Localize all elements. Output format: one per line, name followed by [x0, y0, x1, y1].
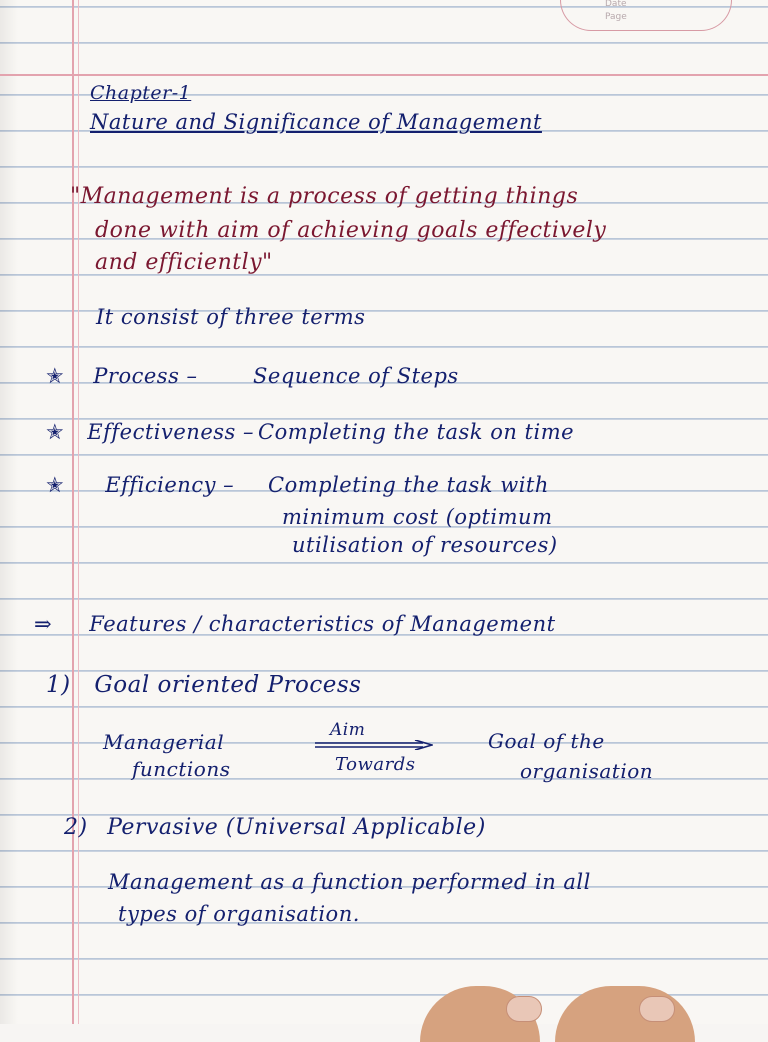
- right-arrow-icon: [315, 740, 433, 750]
- finger: [420, 986, 540, 1042]
- chapter-title-text: Nature and Significance of Management: [90, 110, 542, 134]
- feature-title: Pervasive (Universal Applicable): [107, 815, 486, 840]
- star-icon: ✭: [46, 364, 65, 388]
- consist-line: It consist of three terms: [96, 305, 366, 329]
- feature-number: 1): [46, 672, 71, 698]
- term-desc: minimum cost (optimum: [282, 505, 553, 529]
- chapter-heading: Chapter-1: [90, 82, 192, 104]
- term-desc: Sequence of Steps: [253, 364, 459, 388]
- margin-line: [72, 0, 74, 1024]
- star-icon: ✭: [46, 420, 65, 444]
- feature-1: [46, 672, 361, 698]
- margin-line-inner: [78, 0, 79, 1024]
- diagram-right-1: Goal of the: [488, 729, 605, 753]
- date-page-box: [560, 0, 732, 31]
- definition-line-2: done with aim of achieving goals effectively: [95, 218, 607, 243]
- term-label: Efficiency –: [105, 473, 235, 497]
- double-arrow-icon: ⇒: [34, 612, 53, 636]
- feature-number: 2): [64, 815, 88, 840]
- term-process: [46, 364, 198, 388]
- chapter-title: [90, 110, 542, 134]
- definition-line-3: and efficiently": [95, 250, 273, 275]
- feature-2: [64, 815, 486, 840]
- definition-line-1: "Management is a process of getting things: [70, 184, 579, 209]
- term-effectiveness: [46, 420, 254, 444]
- feature-2-line-2: types of organisation.: [118, 902, 360, 926]
- diagram-right-2: organisation: [520, 759, 654, 783]
- header-rule: [0, 74, 768, 76]
- term-efficiency: [46, 473, 234, 497]
- fingernail: [639, 996, 675, 1022]
- date-label: Date: [605, 0, 627, 9]
- features-heading: [34, 612, 556, 636]
- diagram-left-1: Managerial: [103, 730, 225, 754]
- feature-2-line-1: Management as a function performed in all: [108, 870, 591, 894]
- star-icon: ✭: [46, 473, 65, 497]
- features-heading-text: Features / characteristics of Management: [89, 612, 556, 636]
- diagram-arrow-sublabel: Towards: [335, 754, 416, 775]
- feature-title: Goal oriented Process: [94, 672, 362, 698]
- term-desc: Completing the task on time: [258, 420, 575, 444]
- fingernail: [506, 996, 542, 1022]
- term-label: Effectiveness –: [87, 420, 254, 444]
- page-label: Page: [605, 12, 627, 22]
- term-label: Process –: [93, 364, 198, 388]
- diagram-left-2: functions: [132, 757, 231, 781]
- diagram-arrow-label: Aim: [330, 720, 366, 740]
- term-desc: Completing the task with: [268, 473, 549, 497]
- finger: [555, 986, 695, 1042]
- term-desc: utilisation of resources): [292, 533, 558, 557]
